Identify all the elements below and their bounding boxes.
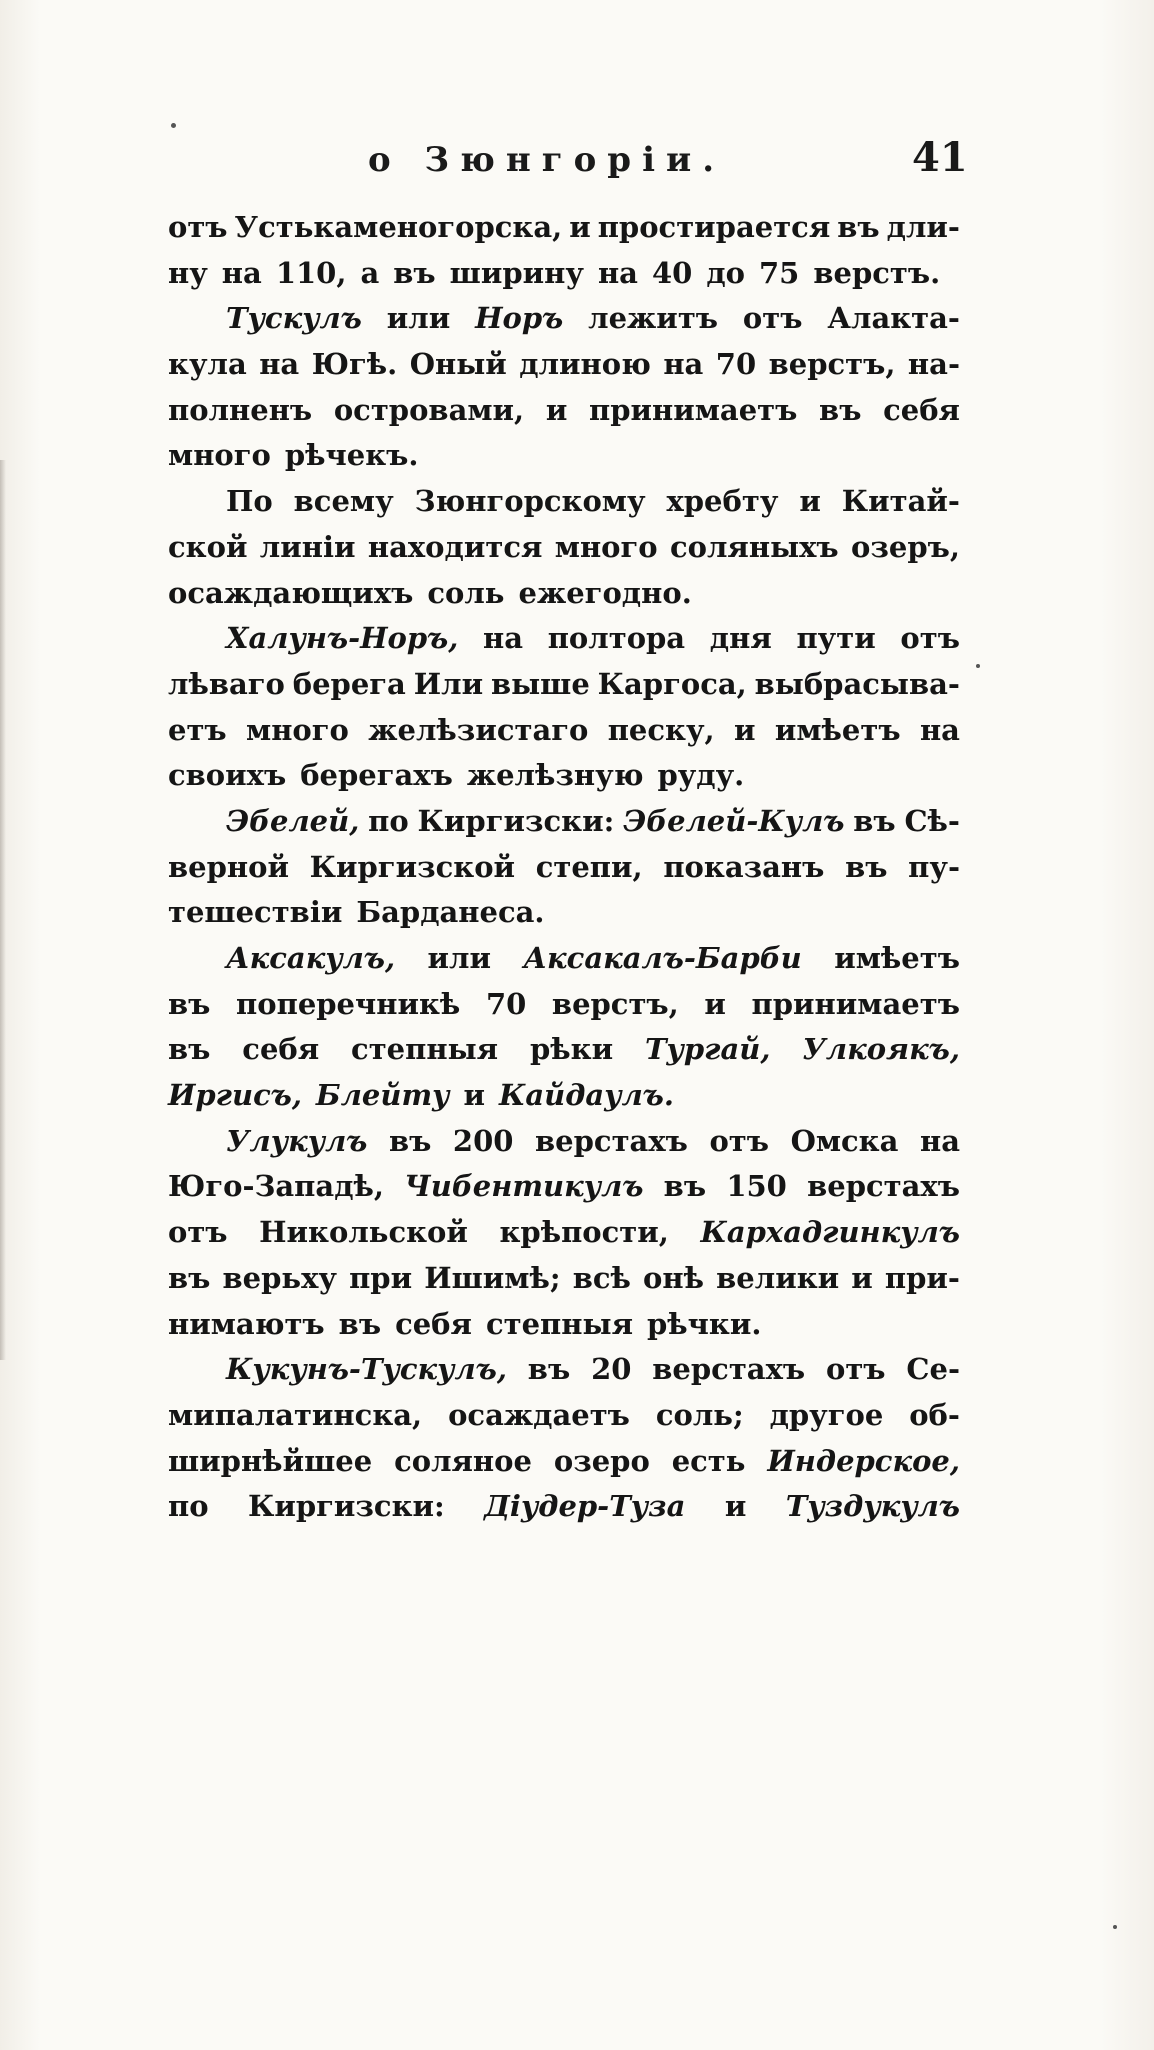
word: другое xyxy=(769,1397,884,1432)
word: рѣчекъ. xyxy=(284,438,419,473)
word: 200 xyxy=(452,1123,514,1158)
word: въ xyxy=(393,255,436,290)
word: отъ xyxy=(168,210,228,244)
text-line xyxy=(168,1210,960,1256)
word: отъ xyxy=(742,301,803,336)
word: себя xyxy=(242,1032,320,1067)
italic-word: Иргисъ, xyxy=(168,1078,302,1113)
text-line xyxy=(168,479,960,525)
word: на xyxy=(919,712,960,747)
word: верстахъ xyxy=(807,1169,960,1204)
word: 40 xyxy=(651,255,693,290)
word: на- xyxy=(907,347,960,382)
page-number: 41 xyxy=(912,134,968,181)
body-text xyxy=(168,205,960,1530)
word: желѣзистаго xyxy=(368,712,589,747)
word: Устькаменогорска, xyxy=(234,210,563,244)
word: своихъ xyxy=(168,758,287,793)
italic-word: Эбелей, xyxy=(226,803,360,838)
italic-word: Улкоякъ, xyxy=(802,1032,960,1067)
word: отъ xyxy=(709,1123,769,1158)
word: песку, xyxy=(607,712,715,747)
text-line xyxy=(168,1073,960,1119)
italic-word: Улукулъ xyxy=(226,1123,368,1158)
text-line xyxy=(168,1347,960,1393)
italic-word: Блейту xyxy=(315,1078,450,1113)
word: рѣчки. xyxy=(647,1306,762,1341)
word: на xyxy=(663,347,704,382)
text-line xyxy=(168,845,960,891)
word: или xyxy=(427,941,491,975)
word: выбрасыва- xyxy=(754,666,960,701)
word: и xyxy=(851,1260,873,1295)
word: Оный xyxy=(409,347,507,382)
italic-word: Аксакулъ, xyxy=(226,941,396,975)
text-line xyxy=(168,616,960,662)
italic-word: Эбелей-Кулъ xyxy=(623,803,845,838)
word: въ xyxy=(527,1352,571,1387)
word: дли- xyxy=(886,210,960,244)
word: верстъ, xyxy=(768,347,896,382)
word: 70 xyxy=(485,986,527,1021)
italic-word: Туздукулъ xyxy=(785,1489,960,1524)
word: верстахъ xyxy=(652,1352,806,1387)
word: полненъ xyxy=(168,392,313,427)
word: степи, xyxy=(535,849,643,884)
ink-spot xyxy=(171,123,176,128)
word: соляныхъ xyxy=(669,529,839,564)
italic-word: Тускулъ xyxy=(226,301,362,336)
word: Юго-Западѣ, xyxy=(168,1169,385,1204)
word: пути xyxy=(796,621,876,656)
text-line xyxy=(168,1164,960,1210)
word: линіи xyxy=(259,529,356,564)
text-line xyxy=(168,799,960,845)
italic-word: Тургай, xyxy=(644,1032,771,1067)
text-line xyxy=(168,342,960,388)
word: себя xyxy=(395,1306,472,1341)
word: и xyxy=(569,210,591,244)
word: ширину xyxy=(449,255,584,290)
word: въ xyxy=(168,1032,211,1067)
word: желѣзную xyxy=(466,758,644,793)
word: верстъ, xyxy=(551,986,679,1021)
word: или xyxy=(386,301,451,336)
word: при- xyxy=(884,1260,960,1295)
word: верстахъ xyxy=(535,1123,688,1158)
word: кула xyxy=(168,347,247,382)
word: Омска xyxy=(790,1123,899,1158)
word: до xyxy=(706,255,745,290)
word: 75 xyxy=(759,255,800,290)
text-line xyxy=(168,753,960,799)
word: Киргизски: xyxy=(247,1489,445,1524)
text-line xyxy=(168,205,960,251)
word: показанъ xyxy=(663,849,825,884)
word: въ xyxy=(168,986,211,1021)
word: 150 xyxy=(726,1169,787,1204)
word: 70 xyxy=(715,347,757,382)
word: а xyxy=(360,255,380,290)
word: соляное xyxy=(394,1443,532,1478)
word: имѣетъ xyxy=(834,941,960,975)
word: длиною xyxy=(519,347,651,382)
italic-word: Чибентикулъ xyxy=(404,1169,644,1204)
running-head: о Зюнгоріи. xyxy=(368,140,726,180)
word: По xyxy=(226,484,273,519)
word: Каргоса, xyxy=(597,666,747,701)
text-line xyxy=(168,662,960,708)
word: Киргизской xyxy=(309,849,516,884)
word: ну xyxy=(168,255,208,290)
word: на xyxy=(221,255,262,290)
word: осаждаетъ xyxy=(448,1397,630,1432)
word: онѣ xyxy=(643,1260,705,1295)
text-line xyxy=(168,936,960,982)
italic-word: Діудер-Туза xyxy=(484,1489,686,1524)
word: велики xyxy=(716,1260,840,1295)
word: имѣетъ xyxy=(774,712,901,747)
word: и xyxy=(799,484,821,519)
word: въ xyxy=(388,1123,432,1158)
word: рѣки xyxy=(529,1032,614,1067)
text-line xyxy=(168,525,960,571)
text-line xyxy=(168,1302,960,1348)
word: на xyxy=(919,1123,960,1158)
word: и xyxy=(733,712,756,747)
word: руду. xyxy=(657,758,745,793)
word: отъ xyxy=(168,1215,228,1250)
text-line xyxy=(168,296,960,342)
word: Барданеса. xyxy=(356,895,545,930)
word: есть xyxy=(671,1443,746,1478)
word: ской xyxy=(168,529,248,564)
word: на xyxy=(483,621,524,656)
word: всему xyxy=(293,484,394,519)
word: въ xyxy=(845,849,888,884)
word: Сѣ- xyxy=(904,803,960,838)
word: озеро xyxy=(553,1443,650,1478)
word: на xyxy=(259,347,300,382)
word: соль xyxy=(427,575,505,610)
word: берега xyxy=(292,666,406,701)
italic-word: Кархадгинкулъ xyxy=(700,1215,960,1250)
word: Киргизски: xyxy=(417,803,615,838)
italic-word: Норъ xyxy=(475,301,564,336)
word: Се- xyxy=(906,1352,960,1387)
word: крѣпости, xyxy=(499,1215,669,1250)
word: островами, xyxy=(333,392,525,427)
word: нимаютъ xyxy=(168,1306,325,1341)
word: себя xyxy=(883,392,960,427)
ink-spot xyxy=(976,664,980,668)
word: въ xyxy=(168,1260,211,1295)
word: по xyxy=(168,1489,209,1524)
word: Китай- xyxy=(841,484,960,519)
word: верстъ. xyxy=(813,255,941,290)
text-line xyxy=(168,1439,960,1485)
word: принимаетъ xyxy=(751,986,960,1021)
word: дня xyxy=(709,621,772,656)
word: въ xyxy=(853,803,896,838)
word: тешествіи xyxy=(168,895,343,930)
word: Или xyxy=(413,666,484,701)
italic-word: Халунъ-Норъ, xyxy=(226,621,459,656)
word: въ xyxy=(837,210,880,244)
text-line xyxy=(168,571,960,617)
word: отъ xyxy=(900,621,960,656)
text-line xyxy=(168,1119,960,1165)
spine-shadow xyxy=(0,460,6,1360)
text-line xyxy=(168,982,960,1028)
word: много xyxy=(246,712,349,747)
word: много xyxy=(168,438,271,473)
text-line xyxy=(168,433,960,479)
word: Алакта- xyxy=(827,301,960,336)
text-line xyxy=(168,1393,960,1439)
word: Никольской xyxy=(259,1215,468,1250)
word: степныя xyxy=(485,1306,633,1341)
word: простирается xyxy=(597,210,831,244)
word: Югѣ. xyxy=(311,347,398,382)
word: степныя xyxy=(351,1032,499,1067)
word: верьху xyxy=(222,1260,337,1295)
word: хребту xyxy=(666,484,779,519)
word: Зюнгорскому xyxy=(414,484,646,519)
word: и xyxy=(463,1078,486,1113)
word: ежегодно. xyxy=(518,575,692,610)
word: поперечникѣ xyxy=(236,986,461,1021)
word: и xyxy=(724,1489,747,1524)
word: 20 xyxy=(591,1352,632,1387)
text-line xyxy=(168,251,960,297)
word: озеръ, xyxy=(851,529,960,564)
word: пу- xyxy=(908,849,960,884)
word: лежитъ xyxy=(588,301,719,336)
italic-word: Кайдаулъ. xyxy=(499,1078,674,1113)
word: и xyxy=(545,392,568,427)
word: принимаетъ xyxy=(588,392,798,427)
word: въ xyxy=(338,1306,382,1341)
italic-word: Аксакалъ-Барби xyxy=(523,941,802,975)
ink-spot xyxy=(1113,1925,1117,1929)
word: всѣ xyxy=(572,1260,631,1295)
word: Ишимѣ; xyxy=(424,1260,561,1295)
text-line xyxy=(168,1256,960,1302)
word: 110, xyxy=(275,255,347,290)
italic-word: Кукунъ-Тускулъ, xyxy=(226,1352,507,1387)
word: верной xyxy=(168,849,289,884)
word: и xyxy=(704,986,726,1021)
word: осаждающихъ xyxy=(168,575,414,610)
text-line xyxy=(168,1027,960,1073)
word: выше xyxy=(490,666,590,701)
text-line xyxy=(168,890,960,936)
word: берегахъ xyxy=(300,758,453,793)
word: по xyxy=(368,803,409,838)
text-line xyxy=(168,1484,960,1530)
text-line xyxy=(168,388,960,434)
word: отъ xyxy=(825,1352,886,1387)
word: ширнѣйшее xyxy=(168,1443,373,1478)
word: находится xyxy=(367,529,543,564)
word: об- xyxy=(909,1397,960,1432)
word: етъ xyxy=(168,712,227,747)
word: мипалатинска, xyxy=(168,1397,423,1432)
word: лѣваго xyxy=(168,666,285,701)
word: соль; xyxy=(655,1397,744,1432)
italic-word: Индерское, xyxy=(767,1443,960,1478)
word: въ xyxy=(663,1169,707,1204)
text-line xyxy=(168,708,960,754)
word: полтора xyxy=(547,621,686,656)
word: на xyxy=(597,255,638,290)
word: при xyxy=(349,1260,413,1295)
word: въ xyxy=(819,392,862,427)
word: много xyxy=(554,529,658,564)
